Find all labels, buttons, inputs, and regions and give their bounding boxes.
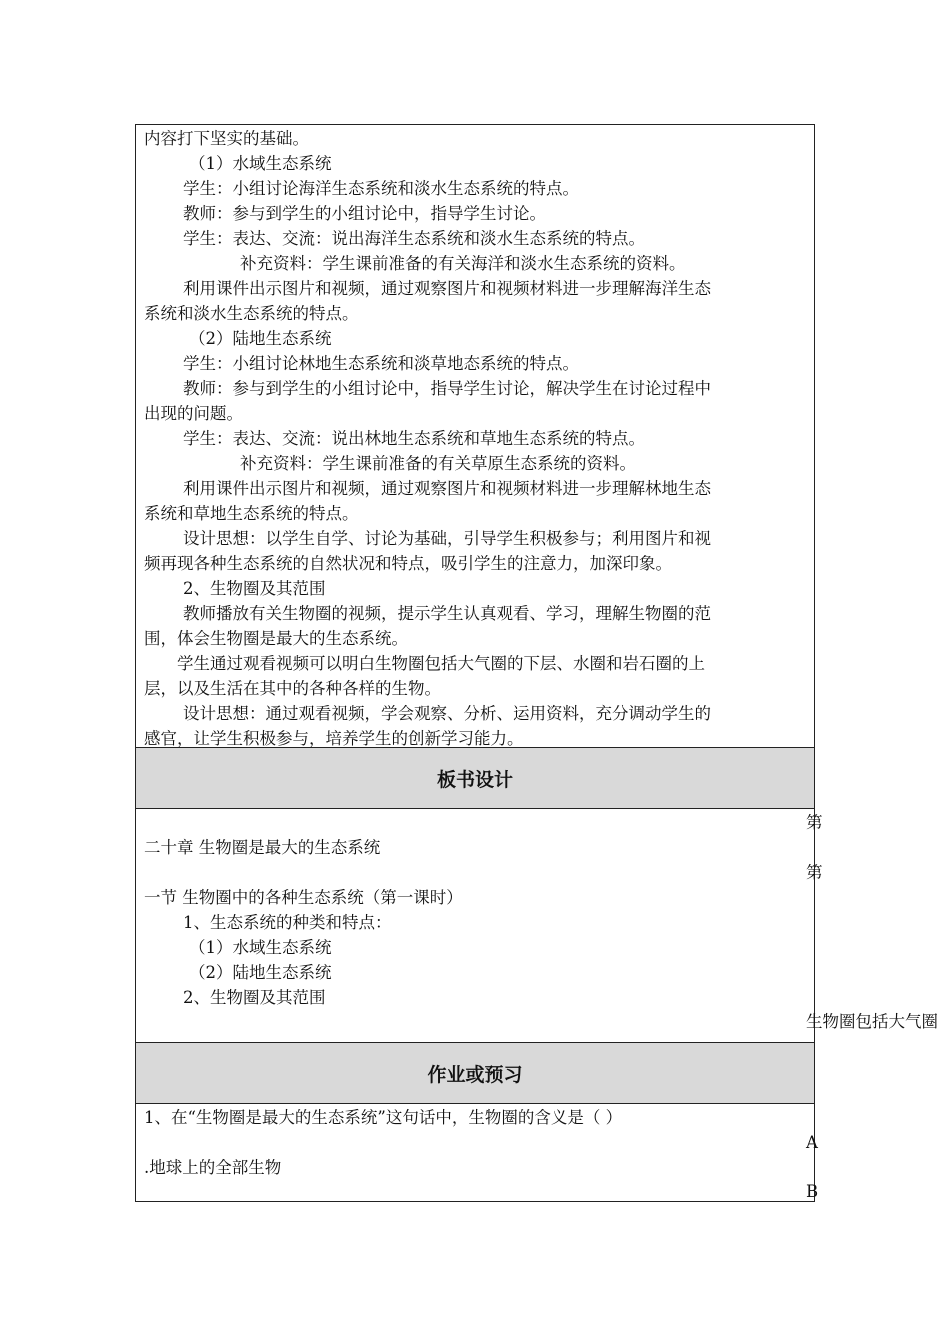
content-line: 出现的问题。 bbox=[144, 404, 243, 423]
content-line: 内容打下坚实的基础。 bbox=[144, 129, 309, 148]
content-line: 系统和淡水生态系统的特点。 bbox=[144, 304, 359, 323]
homework-line: 1、在“生物圈是最大的生态系统”这句话中，生物圈的含义是（ ） bbox=[144, 1108, 623, 1127]
content-line: 系统和草地生态系统的特点。 bbox=[144, 504, 359, 523]
content-line: 设计思想：通过观看视频，学会观察、分析、运用资料，充分调动学生的 bbox=[183, 704, 711, 723]
content-line: 围，体会生物圈是最大的生态系统。 bbox=[144, 629, 408, 648]
board-design-title: 板书设计 bbox=[436, 768, 513, 791]
homework-cell bbox=[136, 1104, 814, 1201]
margin-fragment: 第 bbox=[806, 813, 823, 832]
content-line: 补充资料：学生课前准备的有关草原生态系统的资料。 bbox=[240, 454, 636, 473]
board-line: 二十章 生物圈是最大的生态系统 bbox=[144, 838, 381, 857]
content-line: 学生：表达、交流：说出海洋生态系统和淡水生态系统的特点。 bbox=[183, 229, 645, 248]
content-line: 学生：表达、交流：说出林地生态系统和草地生态系统的特点。 bbox=[183, 429, 645, 448]
board-line: 2、生物圈及其范围 bbox=[183, 988, 326, 1007]
board-line: 一节 生物圈中的各种生态系统（第一课时） bbox=[144, 888, 463, 907]
margin-fragment: 第 bbox=[806, 863, 823, 882]
content-line: 补充资料：学生课前准备的有关海洋和淡水生态系统的资料。 bbox=[240, 254, 686, 273]
content-line: 设计思想：以学生自学、讨论为基础，引导学生积极参与；利用图片和视 bbox=[183, 529, 711, 548]
content-line: 学生：小组讨论海洋生态系统和淡水生态系统的特点。 bbox=[183, 179, 579, 198]
content-line: 频再现各种生态系统的自然状况和特点，吸引学生的注意力，加深印象。 bbox=[144, 554, 672, 573]
content-line: 利用课件出示图片和视频，通过观察图片和视频材料进一步理解海洋生态 bbox=[183, 279, 711, 298]
margin-fragment: A bbox=[806, 1133, 818, 1152]
margin-fragment: B bbox=[806, 1182, 819, 1201]
content-line: 利用课件出示图片和视频，通过观察图片和视频材料进一步理解林地生态 bbox=[183, 479, 711, 498]
content-line: 学生：小组讨论林地生态系统和淡草地态系统的特点。 bbox=[183, 354, 579, 373]
teaching-process-cell bbox=[136, 125, 814, 748]
margin-fragment: 生物圈包括大气圈 bbox=[806, 1012, 938, 1031]
content-line: 层，以及生活在其中的各种各样的生物。 bbox=[144, 679, 441, 698]
lesson-plan-table bbox=[135, 124, 815, 1202]
content-line: （1）水域生态系统 bbox=[189, 154, 332, 173]
homework-title: 作业或预习 bbox=[427, 1063, 523, 1086]
content-line: 教师：参与到学生的小组讨论中，指导学生讨论，解决学生在讨论过程中 bbox=[183, 379, 711, 398]
board-line: （2）陆地生态系统 bbox=[189, 963, 332, 982]
board-line: 1、生态系统的种类和特点： bbox=[183, 913, 392, 932]
board-line: （1）水域生态系统 bbox=[189, 938, 332, 957]
homework-line: .地球上的全部生物 bbox=[144, 1158, 282, 1177]
content-line: （2）陆地生态系统 bbox=[189, 329, 332, 348]
content-line: 教师播放有关生物圈的视频，提示学生认真观看、学习，理解生物圈的范 bbox=[183, 604, 711, 623]
content-line: 2、生物圈及其范围 bbox=[183, 579, 326, 598]
board-design-header bbox=[136, 748, 814, 809]
board-design-cell bbox=[136, 809, 814, 1043]
homework-header bbox=[136, 1043, 814, 1104]
content-line: 教师：参与到学生的小组讨论中，指导学生讨论。 bbox=[183, 204, 546, 223]
content-line: 学生通过观看视频可以明白生物圈包括大气圈的下层、水圈和岩石圈的上 bbox=[177, 654, 705, 673]
content-line: 感官，让学生积极参与，培养学生的创新学习能力。 bbox=[144, 729, 524, 748]
